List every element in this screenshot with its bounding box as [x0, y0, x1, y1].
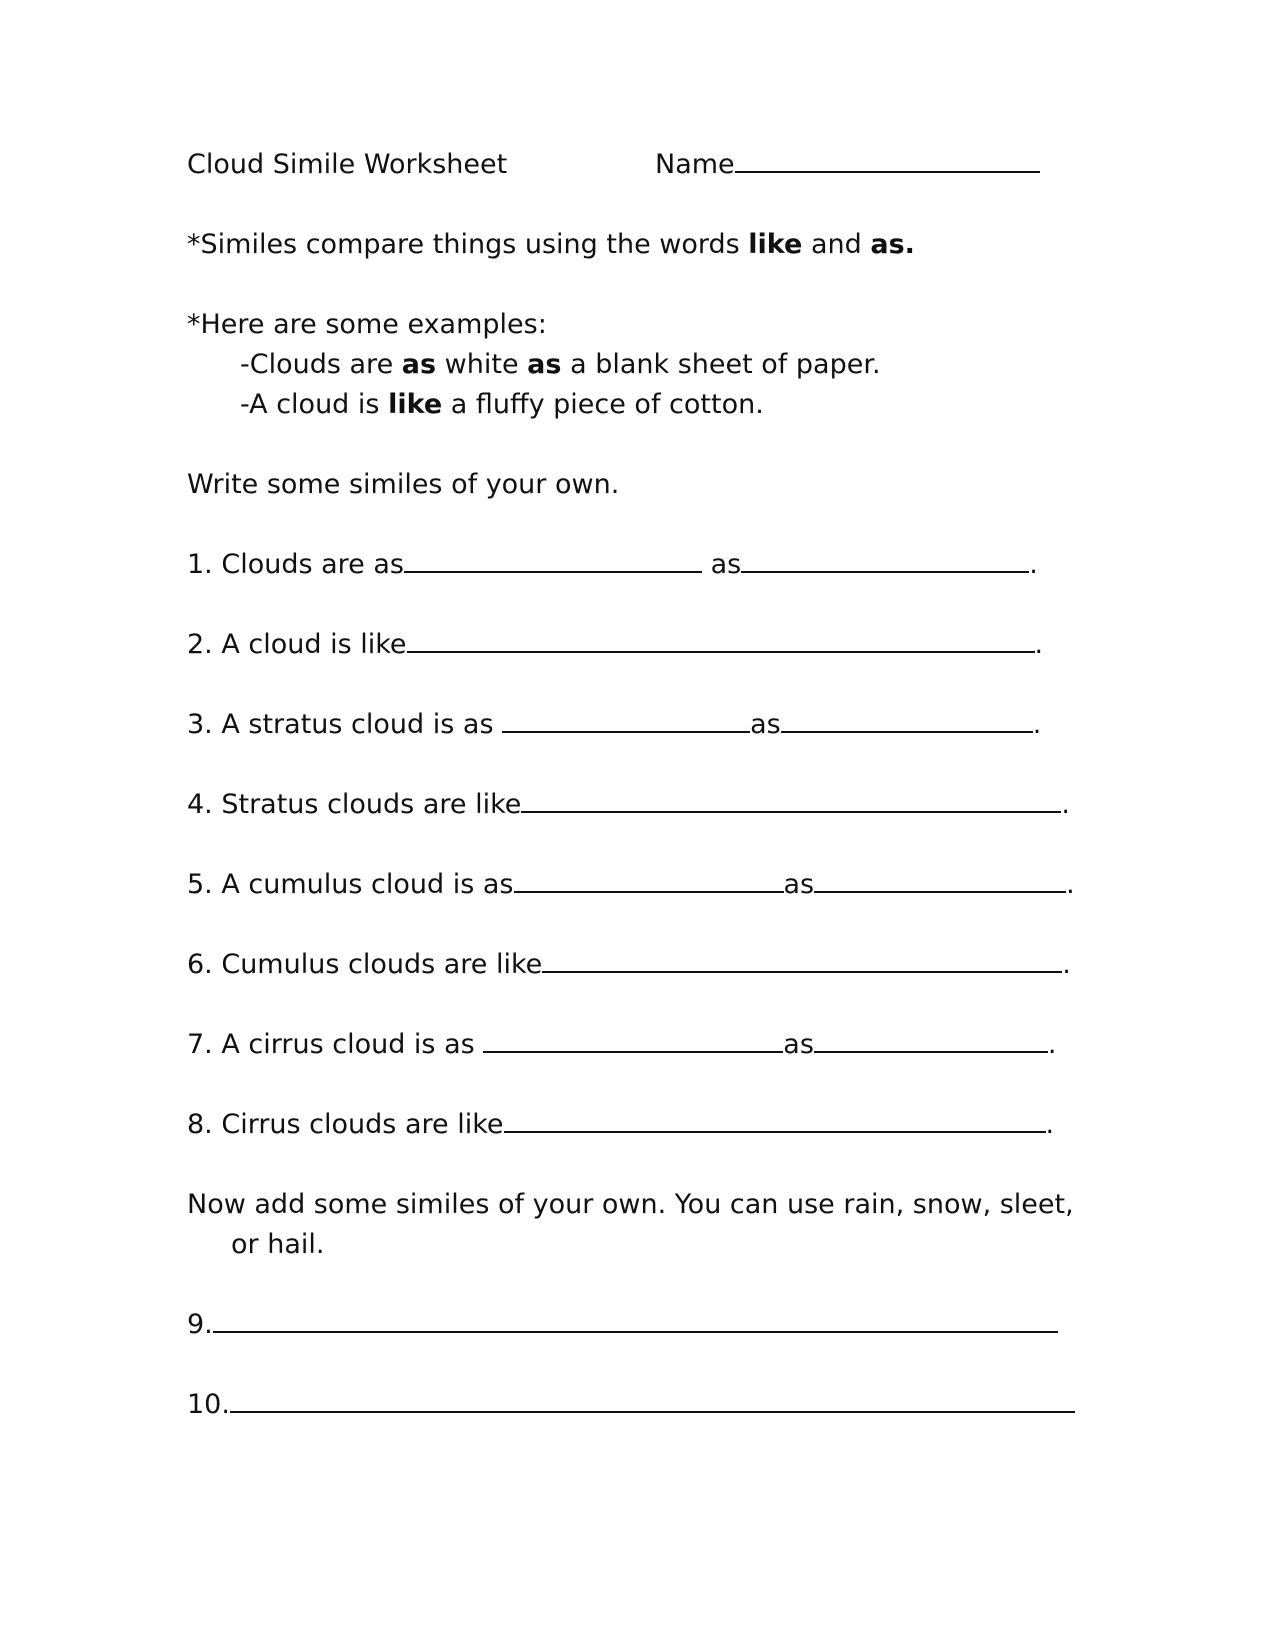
question-middle: as [750, 709, 781, 740]
question-2 [187, 628, 1043, 662]
question-3 [187, 708, 1041, 742]
question-middle: as [710, 549, 742, 580]
question-end: . [1032, 709, 1042, 740]
answer-blank[interactable] [407, 629, 1035, 653]
question-prefix: 3. A stratus cloud is as [187, 709, 494, 740]
question-middle: as [783, 869, 815, 900]
answer-blank[interactable] [514, 869, 784, 893]
instructions-text: Write some similes of your own. [187, 469, 620, 500]
question-5 [187, 868, 1075, 902]
word-as: as. [870, 229, 915, 260]
question-8 [187, 1108, 1054, 1142]
examples-heading-text: *Here are some examples: [187, 309, 547, 340]
answer-blank[interactable] [504, 1109, 1046, 1133]
example-1-white: white [444, 349, 519, 380]
question-end: . [1045, 1109, 1055, 1140]
question-prefix: 5. A cumulus cloud is as [187, 869, 514, 900]
question-prefix: 1. Clouds are as [187, 549, 404, 580]
name-label: Name [655, 149, 735, 180]
answer-blank[interactable] [230, 1389, 1075, 1413]
word-and: and [810, 229, 862, 260]
extra-instructions-text: Now add some similes of your own. You can use rain, snow, sleet, [187, 1189, 1074, 1220]
example-2-rest: a fluffy piece of cotton. [450, 389, 764, 420]
example-2-like: like [388, 389, 443, 420]
header-row [187, 148, 507, 182]
question-prefix: 6. Cumulus clouds are like [187, 949, 543, 980]
question-7 [187, 1028, 1057, 1062]
example-2-start: -A cloud is [240, 389, 380, 420]
example-2 [240, 388, 764, 422]
question-end: . [1029, 549, 1038, 580]
example-1-rest: a blank sheet of paper. [570, 349, 881, 380]
question-4 [187, 788, 1070, 822]
name-blank[interactable] [735, 149, 1040, 173]
free-line-9 [187, 1308, 1058, 1342]
line-number: 10. [187, 1389, 230, 1420]
extra-instructions-text-continued: or hail. [231, 1229, 325, 1260]
example-1-as-2: as [527, 349, 562, 380]
answer-blank[interactable] [213, 1309, 1058, 1333]
question-prefix: 8. Cirrus clouds are like [187, 1109, 504, 1140]
example-1-start: -Clouds are [240, 349, 394, 380]
answer-blank[interactable] [814, 869, 1066, 893]
line-number: 9. [187, 1309, 213, 1340]
examples-heading [187, 308, 547, 342]
answer-blank[interactable] [741, 549, 1029, 573]
answer-blank[interactable] [814, 1029, 1048, 1053]
question-end: . [1062, 949, 1071, 980]
answer-blank[interactable] [502, 709, 750, 733]
answer-blank[interactable] [404, 549, 702, 573]
question-prefix: 7. A cirrus cloud is as [187, 1029, 475, 1060]
answer-blank[interactable] [542, 949, 1062, 973]
question-1 [187, 548, 1038, 582]
question-end: . [1061, 789, 1070, 820]
extra-instructions-line-1 [187, 1188, 1074, 1222]
answer-blank[interactable] [781, 709, 1033, 733]
name-field-row [655, 148, 1040, 182]
free-line-10 [187, 1388, 1075, 1422]
simile-definition [187, 228, 915, 262]
question-prefix: 4. Stratus clouds are like [187, 789, 522, 820]
question-end: . [1034, 629, 1044, 660]
answer-blank[interactable] [483, 1029, 783, 1053]
example-1 [240, 348, 881, 382]
question-middle: as [783, 1029, 814, 1060]
question-end: . [1066, 869, 1075, 900]
question-prefix: 2. A cloud is like [187, 629, 407, 660]
answer-blank[interactable] [521, 789, 1061, 813]
example-1-as-1: as [401, 349, 437, 380]
question-6 [187, 948, 1071, 982]
word-like: like [748, 229, 803, 260]
question-end: . [1047, 1029, 1057, 1060]
simile-definition-text: *Similes compare things using the words [187, 229, 740, 260]
extra-instructions-line-2 [231, 1228, 324, 1262]
instructions [187, 468, 619, 502]
worksheet-title: Cloud Simile Worksheet [187, 149, 508, 180]
